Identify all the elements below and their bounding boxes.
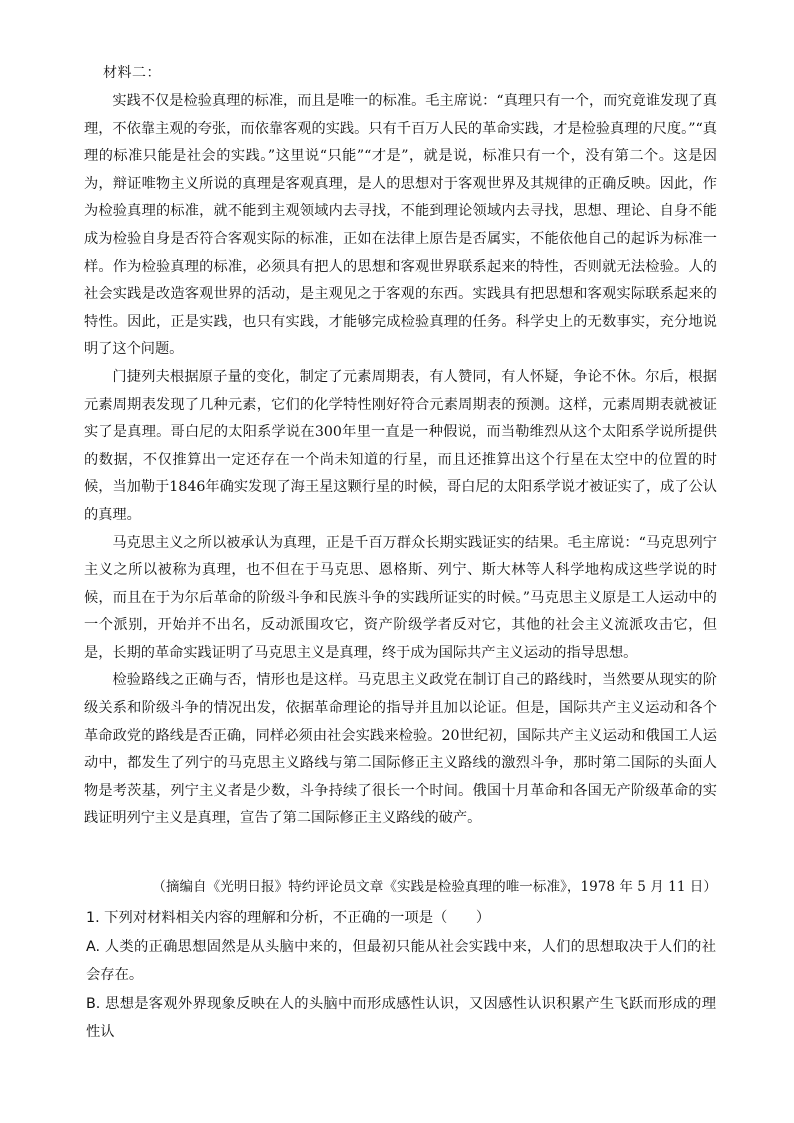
material-passage bbox=[84, 88, 717, 833]
passage-paragraph: 检验路线之正确与否，情形也是这样。马克思主义政党在制订自己的路线时，当然要从现实的阶级关系和阶级斗争的情况出发，依据革命理论的指导并且加以论证。但是，国际共产主义运动和各个革命政党的路线是否正确，同样必须由社会实践来检验。20世纪初，国际共产主义运动和俄国工人运动中，都发生了列宁的马克思主义路线与第二国际修正主义路线的激烈斗争，那时第二国际的头面人物是考茨基，列宁主义者是少数，斗争持续了很长一个时间。俄国十月革命和各国无产阶级革命的实践证明列宁主义是真理，宣告了第二国际修正主义路线的破产。 bbox=[84, 672, 717, 827]
option-a: A. 人类的正确思想固然是从头脑中来的，但最初只能从社会实践中来，人们的思想取决于人们的社会存在。 bbox=[86, 938, 716, 983]
passage-paragraph: 门捷列夫根据原子量的变化，制定了元素周期表，有人赞同，有人怀疑，争论不休。尔后，根据元素周期表发现了几种元素，它们的化学特性刚好符合元素周期表的预测。这样，元素周期表就被证实了是真理。哥白尼的太阳系学说在300年里一直是一种假说，而当勒维烈从这个太阳系学说所提供的数据，不仅推算出一定还存在一个尚未知道的行星，而且还推算出这个行星在太空中的位置的时候，当加勒于1846年确实发现了海王星这颗行星的时候，哥白尼的太阳系学说才被证实了，成了公认的真理。 bbox=[84, 368, 717, 523]
source-citation: （摘编自《光明日报》特约评论员文章《实践是检验真理的唯一标准》，1978 年 5 月 11 日） bbox=[152, 879, 717, 895]
material-title: 材料二： bbox=[103, 65, 161, 81]
passage-paragraph: 马克思主义之所以被承认为真理，正是千百万群众长期实践证实的结果。毛主席说：“马克思列宁主义之所以被称为真理，也不但在于马克思、恩格斯、列宁、斯大林等人科学地构成这些学说的时候，而且在于为尔后革命的阶级斗争和民族斗争的实践所证实的时候。”马克思主义原是工人运动中的一个派别，开始并不出名，反动派围攻它，资产阶级学者反对它，其他的社会主义流派攻击它，但是，长期的革命实践证明了马克思主义是真理，终于成为国际共产主义运动的指导思想。 bbox=[84, 534, 717, 661]
option-b: B. 思想是客观外界现象反映在人的头脑中而形成感性认识，又因感性认识积累产生飞跃而形成的理性认 bbox=[86, 995, 716, 1040]
question-stem: 1. 下列对材料相关内容的理解和分析，不正确的一项是（ ） bbox=[86, 910, 491, 926]
passage-paragraph: 实践不仅是检验真理的标准，而且是唯一的标准。毛主席说：“真理只有一个，而究竟谁发现了真理，不依靠主观的夸张，而依靠客观的实践。只有千百万人民的革命实践，才是检验真理的尺度。”“真理的标准只能是社会的实践。”这里说“只能”“才是”，就是说，标准只有一个，没有第二个。这是因为，辩证唯物主义所说的真理是客观真理，是人的思想对于客观世界及其规律的正确反映。因此，作为检验真理的标准，就不能到主观领域内去寻找，不能到理论领域内去寻找，思想、理论、自身不能成为检验自身是否符合客观实际的标准，正如在法律上原告是否属实，不能依他自己的起诉为标准一样。作为检验真理的标准，必须具有把人的思想和客观世界联系起来的特性，否则就无法检验。人的社会实践是改造客观世界的活动，是主观见之于客观的东西。实践具有把思想和客观实际联系起来的特性。因此，正是实践，也只有实践，才能够完成检验真理的任务。科学史上的无数事实，充分地说明了这个问题。 bbox=[84, 93, 717, 358]
question-block bbox=[86, 904, 716, 1047]
